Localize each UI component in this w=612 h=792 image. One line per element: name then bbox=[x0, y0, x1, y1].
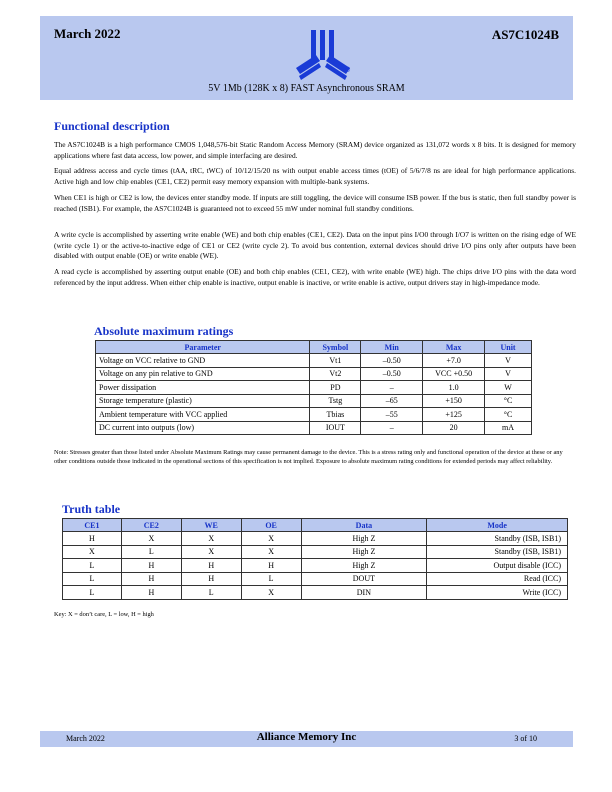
table-cell: Voltage on any pin relative to GND bbox=[96, 367, 310, 381]
column-header: CE1 bbox=[63, 519, 122, 532]
table-cell: –55 bbox=[361, 408, 423, 422]
table-cell: –0.50 bbox=[361, 354, 423, 368]
column-header: Data bbox=[301, 519, 427, 532]
table-cell: L bbox=[181, 586, 241, 600]
table-cell: X bbox=[241, 545, 301, 559]
table-cell: Vt1 bbox=[310, 354, 361, 368]
table-cell: Output disable (ICC) bbox=[427, 559, 568, 573]
table-cell: H bbox=[181, 572, 241, 586]
table-row bbox=[96, 394, 532, 408]
table-cell: – bbox=[361, 421, 423, 435]
table-cell: Read (ICC) bbox=[427, 572, 568, 586]
table-cell: High Z bbox=[301, 532, 427, 546]
table-cell: X bbox=[241, 532, 301, 546]
footer-company: Alliance Memory Inc bbox=[256, 731, 357, 743]
table-cell: Vt2 bbox=[310, 367, 361, 381]
functional-paragraph-3: When CE1 is high or CE2 is low, the devices enter standby mode. If inputs are still toggling, the device will consume ISB power. If the bus is static, then full standby power is reached (ISB1). For example, the AS7C1024B is guaranteed not to exceed 55 mW under nominal full standby conditions. bbox=[54, 193, 576, 213]
alliance-logo-icon bbox=[294, 28, 352, 82]
table-header-row bbox=[96, 341, 532, 354]
truth-table-heading: Truth table bbox=[62, 502, 121, 516]
table-header-row bbox=[63, 519, 568, 532]
footer-page-number: 3 of 10 bbox=[514, 734, 537, 743]
column-header: OE bbox=[241, 519, 301, 532]
table-row bbox=[63, 572, 568, 586]
table-row bbox=[63, 532, 568, 546]
table-cell: High Z bbox=[301, 545, 427, 559]
table-cell: Tstg bbox=[310, 394, 361, 408]
table-cell: +150 bbox=[423, 394, 485, 408]
table-cell: +7.0 bbox=[423, 354, 485, 368]
table-cell: High Z bbox=[301, 559, 427, 573]
stress-note: Note: Stresses greater than those listed under Absolute Maximum Ratings may cause permanent damage to the device. This is a stress rating only and functional operation of the device at these or any other conditions outside those indicated in the operational sections of this specification is not implied. Exposure to absolute maximum rating conditions for extended periods may affect reliability. bbox=[54, 449, 563, 465]
column-header: Parameter bbox=[96, 341, 310, 354]
table-cell: DOUT bbox=[301, 572, 427, 586]
table-cell: X bbox=[181, 545, 241, 559]
table-cell: L bbox=[241, 572, 301, 586]
functional-paragraph-4: A write cycle is accomplished by asserting write enable (WE) and both chip enables (CE1, CE2). Data on the input pins I/O0 through I/O7 is written on the rising edge of WE (write cycle 1) or the active-to-inactive edge of CE1 or CE2 (write cycle 2). To avoid bus contention, external devices should drive I/O pins only after outputs have been disabled with output enable (OE) or write enable (WE). bbox=[54, 230, 576, 260]
table-row bbox=[96, 381, 532, 395]
table-cell: V bbox=[485, 367, 532, 381]
header-subtitle: 5V 1Mb (128K x 8) FAST Asynchronous SRAM bbox=[208, 83, 405, 94]
table-cell: L bbox=[63, 586, 122, 600]
column-header: Min bbox=[361, 341, 423, 354]
table-cell: Ambient temperature with VCC applied bbox=[96, 408, 310, 422]
table-cell: H bbox=[121, 586, 181, 600]
table-cell: DC current into outputs (low) bbox=[96, 421, 310, 435]
table-cell: 1.0 bbox=[423, 381, 485, 395]
table-cell: X bbox=[241, 586, 301, 600]
table-cell: °C bbox=[485, 394, 532, 408]
absolute-maximum-ratings-table bbox=[95, 340, 532, 435]
table-cell: mA bbox=[485, 421, 532, 435]
table-cell: X bbox=[121, 532, 181, 546]
functional-paragraph-1: The AS7C1024B is a high performance CMOS 1,048,576-bit Static Random Access Memory (SRAM) device organized as 131,072 words x 8 bits. It is designed for memory applications where fast data access, low power, and simple interfacing are desired. bbox=[54, 140, 576, 160]
table-cell: L bbox=[63, 572, 122, 586]
footer-date: March 2022 bbox=[66, 734, 105, 743]
table-row bbox=[96, 408, 532, 422]
registered-mark: ® bbox=[345, 67, 351, 74]
table-cell: Power dissipation bbox=[96, 381, 310, 395]
truth-table bbox=[62, 518, 568, 600]
column-header: WE bbox=[181, 519, 241, 532]
header-part-number: AS7C1024B bbox=[491, 27, 559, 42]
table-cell: 20 bbox=[423, 421, 485, 435]
table-cell: –0.50 bbox=[361, 367, 423, 381]
absolute-maximum-ratings-heading: Absolute maximum ratings bbox=[94, 324, 234, 338]
table-cell: H bbox=[63, 532, 122, 546]
table-cell: VCC +0.50 bbox=[423, 367, 485, 381]
table-cell: L bbox=[63, 559, 122, 573]
table-cell: +125 bbox=[423, 408, 485, 422]
table-cell: Standby (ISB, ISB1) bbox=[427, 545, 568, 559]
page-footer bbox=[40, 731, 573, 747]
table-cell: H bbox=[181, 559, 241, 573]
table-cell: Write (ICC) bbox=[427, 586, 568, 600]
functional-paragraph-5: A read cycle is accomplished by asserting output enable (OE) and both chip enables (CE1, CE2), with write enable (WE) high. The chips drive I/O pins with the data word referenced by the input address. When either chip enable is inactive, output enable is inactive, or write enable is active, output drivers stay in high-impedance mode. bbox=[54, 267, 576, 287]
table-row bbox=[63, 559, 568, 573]
table-cell: °C bbox=[485, 408, 532, 422]
table-cell: H bbox=[121, 559, 181, 573]
table-cell: IOUT bbox=[310, 421, 361, 435]
page-header bbox=[40, 16, 573, 100]
table-cell: Voltage on VCC relative to GND bbox=[96, 354, 310, 368]
table-cell: PD bbox=[310, 381, 361, 395]
table-cell: H bbox=[241, 559, 301, 573]
table-cell: X bbox=[181, 532, 241, 546]
table-row bbox=[96, 354, 532, 368]
column-header: CE2 bbox=[121, 519, 181, 532]
truth-table-key: Key: X = don’t care, L = low, H = high bbox=[54, 611, 154, 618]
table-cell: Storage temperature (plastic) bbox=[96, 394, 310, 408]
header-date: March 2022 bbox=[54, 26, 121, 41]
table-cell: –65 bbox=[361, 394, 423, 408]
functional-description-heading: Functional description bbox=[54, 119, 170, 133]
column-header: Unit bbox=[485, 341, 532, 354]
table-cell: W bbox=[485, 381, 532, 395]
table-cell: DIN bbox=[301, 586, 427, 600]
table-cell: Standby (ISB, ISB1) bbox=[427, 532, 568, 546]
table-row bbox=[63, 545, 568, 559]
column-header: Max bbox=[423, 341, 485, 354]
column-header: Mode bbox=[427, 519, 568, 532]
table-cell: H bbox=[121, 572, 181, 586]
table-cell: Tbias bbox=[310, 408, 361, 422]
functional-paragraph-2: Equal address access and cycle times (tAA, tRC, tWC) of 10/12/15/20 ns with output enable access times (tOE) of 5/6/7/8 ns are ideal for high performance applications. Active high and low chip enables (CE1, CE2) permit easy memory expansion with multiple-bank systems. bbox=[54, 166, 576, 186]
table-row bbox=[63, 586, 568, 600]
table-cell: V bbox=[485, 354, 532, 368]
table-cell: L bbox=[121, 545, 181, 559]
column-header: Symbol bbox=[310, 341, 361, 354]
table-row bbox=[96, 421, 532, 435]
table-cell: X bbox=[63, 545, 122, 559]
table-cell: – bbox=[361, 381, 423, 395]
table-row bbox=[96, 367, 532, 381]
